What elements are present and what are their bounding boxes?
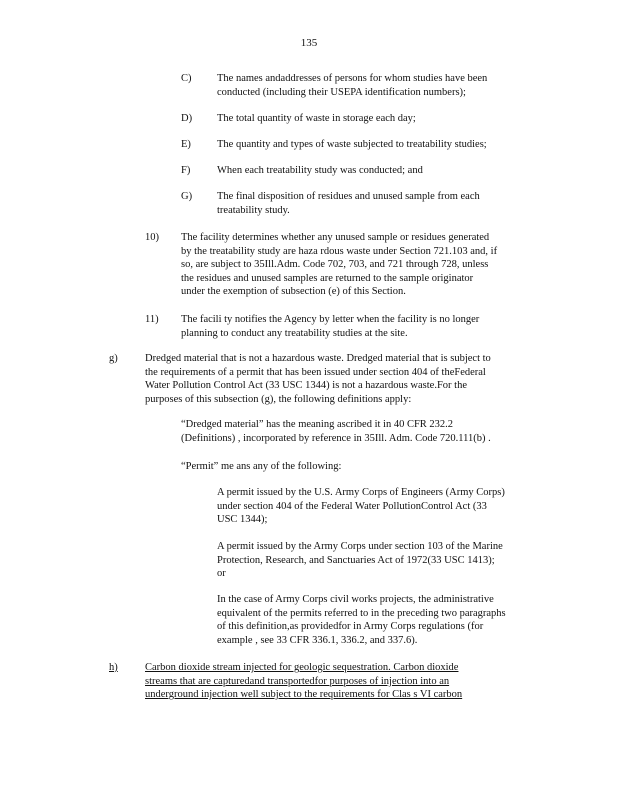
item-text	[217, 138, 487, 152]
text-line: In the case of Army Corps civil works projects, the administrative	[217, 594, 494, 605]
item-text	[217, 486, 505, 527]
text-line: of this definition,as providedfor in Army Corps regulations (for	[217, 621, 484, 633]
text-line: USC 1344);	[217, 514, 268, 526]
item-text	[181, 231, 497, 299]
text-line: The final disposition of residues and unused sample from each	[217, 191, 480, 202]
text-line: planning to conduct any treatability studies at the site.	[181, 327, 408, 339]
item-label: h)	[109, 662, 118, 673]
text-line: The facility determines whether any unused sample or residues generated	[181, 232, 490, 243]
text-line: The quantity and types of waste subjected to treatability studies;	[217, 139, 487, 150]
item-text	[181, 313, 479, 340]
text-line: The names andaddresses of persons for whom studies have been	[217, 73, 488, 84]
text-line: purposes of this subsection (g), the following definitions apply:	[145, 393, 412, 405]
item-text	[145, 352, 491, 406]
item-label: g)	[109, 353, 118, 364]
text-line: under section 404 of the Federal Water PollutionControl Act (33	[217, 500, 487, 512]
item-text	[217, 593, 506, 647]
item-text	[181, 460, 341, 474]
item-label: F)	[181, 165, 191, 176]
item-label: 11)	[145, 314, 159, 325]
text-line: or	[217, 568, 226, 580]
text-line: Carbon dioxide stream injected for geologic sequestration. Carbon dioxide	[145, 662, 459, 673]
item-label: G)	[181, 191, 193, 202]
text-line: so, are subject to 35Ill.Adm. Code 702, 703, and 721 through 728, unless	[181, 259, 489, 271]
text-line: conducted (including their USEPA identification numbers);	[217, 86, 466, 98]
text-line: A permit issued by the Army Corps under section 103 of the Marine	[217, 541, 503, 552]
item-label: C)	[181, 73, 192, 84]
item-label: 10)	[145, 232, 159, 243]
text-line: example , see 33 CFR 336.1, 336.2, and 337.6).	[217, 634, 418, 646]
text-line: “Permit” me ans any of the following:	[181, 461, 342, 472]
text-line: A permit issued by the U.S. Army Corps of Engineers (Army Corps)	[217, 487, 505, 498]
text-line: treatability study.	[217, 204, 290, 216]
page-number: 135	[300, 37, 318, 49]
text-line: “Dredged material” has the meaning ascribed it in 40 CFR 232.2	[181, 419, 454, 430]
text-line: The facili ty notifies the Agency by letter when the facility is no longer	[181, 314, 480, 325]
text-line: When each treatability study was conducted; and	[217, 165, 423, 176]
text-line: the residues and unused samples are returned to the sample originator	[181, 272, 474, 284]
item-text	[145, 661, 462, 702]
item-text	[217, 540, 503, 581]
text-line: the requirements of a permit that has been issued under section 404 of theFederal	[145, 366, 486, 378]
text-line: Dredged material that is not a hazardous waste. Dredged material that is subject to	[145, 353, 491, 364]
text-line: (Definitions) , incorporated by reference in 35Ill. Adm. Code 720.111(b) .	[181, 432, 491, 444]
text-line: underground injection well subject to the requirements for Clas s VI carbon	[145, 689, 463, 701]
item-label: D)	[181, 113, 193, 124]
item-text	[217, 72, 487, 99]
text-line: by the treatability study are haza rdous waste under Section 721.103 and, if	[181, 245, 498, 257]
text-line: under the exemption of subsection (e) of this Section.	[181, 286, 406, 298]
item-text	[217, 164, 423, 178]
text-line: The total quantity of waste in storage each day;	[217, 113, 416, 124]
text-line: equivalent of the permits referred to in the preceding two paragraphs	[217, 607, 506, 619]
item-text	[217, 112, 416, 126]
text-line: Protection, Research, and Sanctuaries Act of 1972(33 USC 1413);	[217, 554, 495, 566]
item-text	[217, 190, 480, 217]
item-text	[181, 418, 491, 445]
text-line: Water Pollution Control Act (33 USC 1344) is not a hazardous waste.For the	[145, 380, 467, 392]
item-label: E)	[181, 139, 191, 150]
text-line: streams that are capturedand transportedfor purposes of injection into an	[145, 675, 450, 687]
